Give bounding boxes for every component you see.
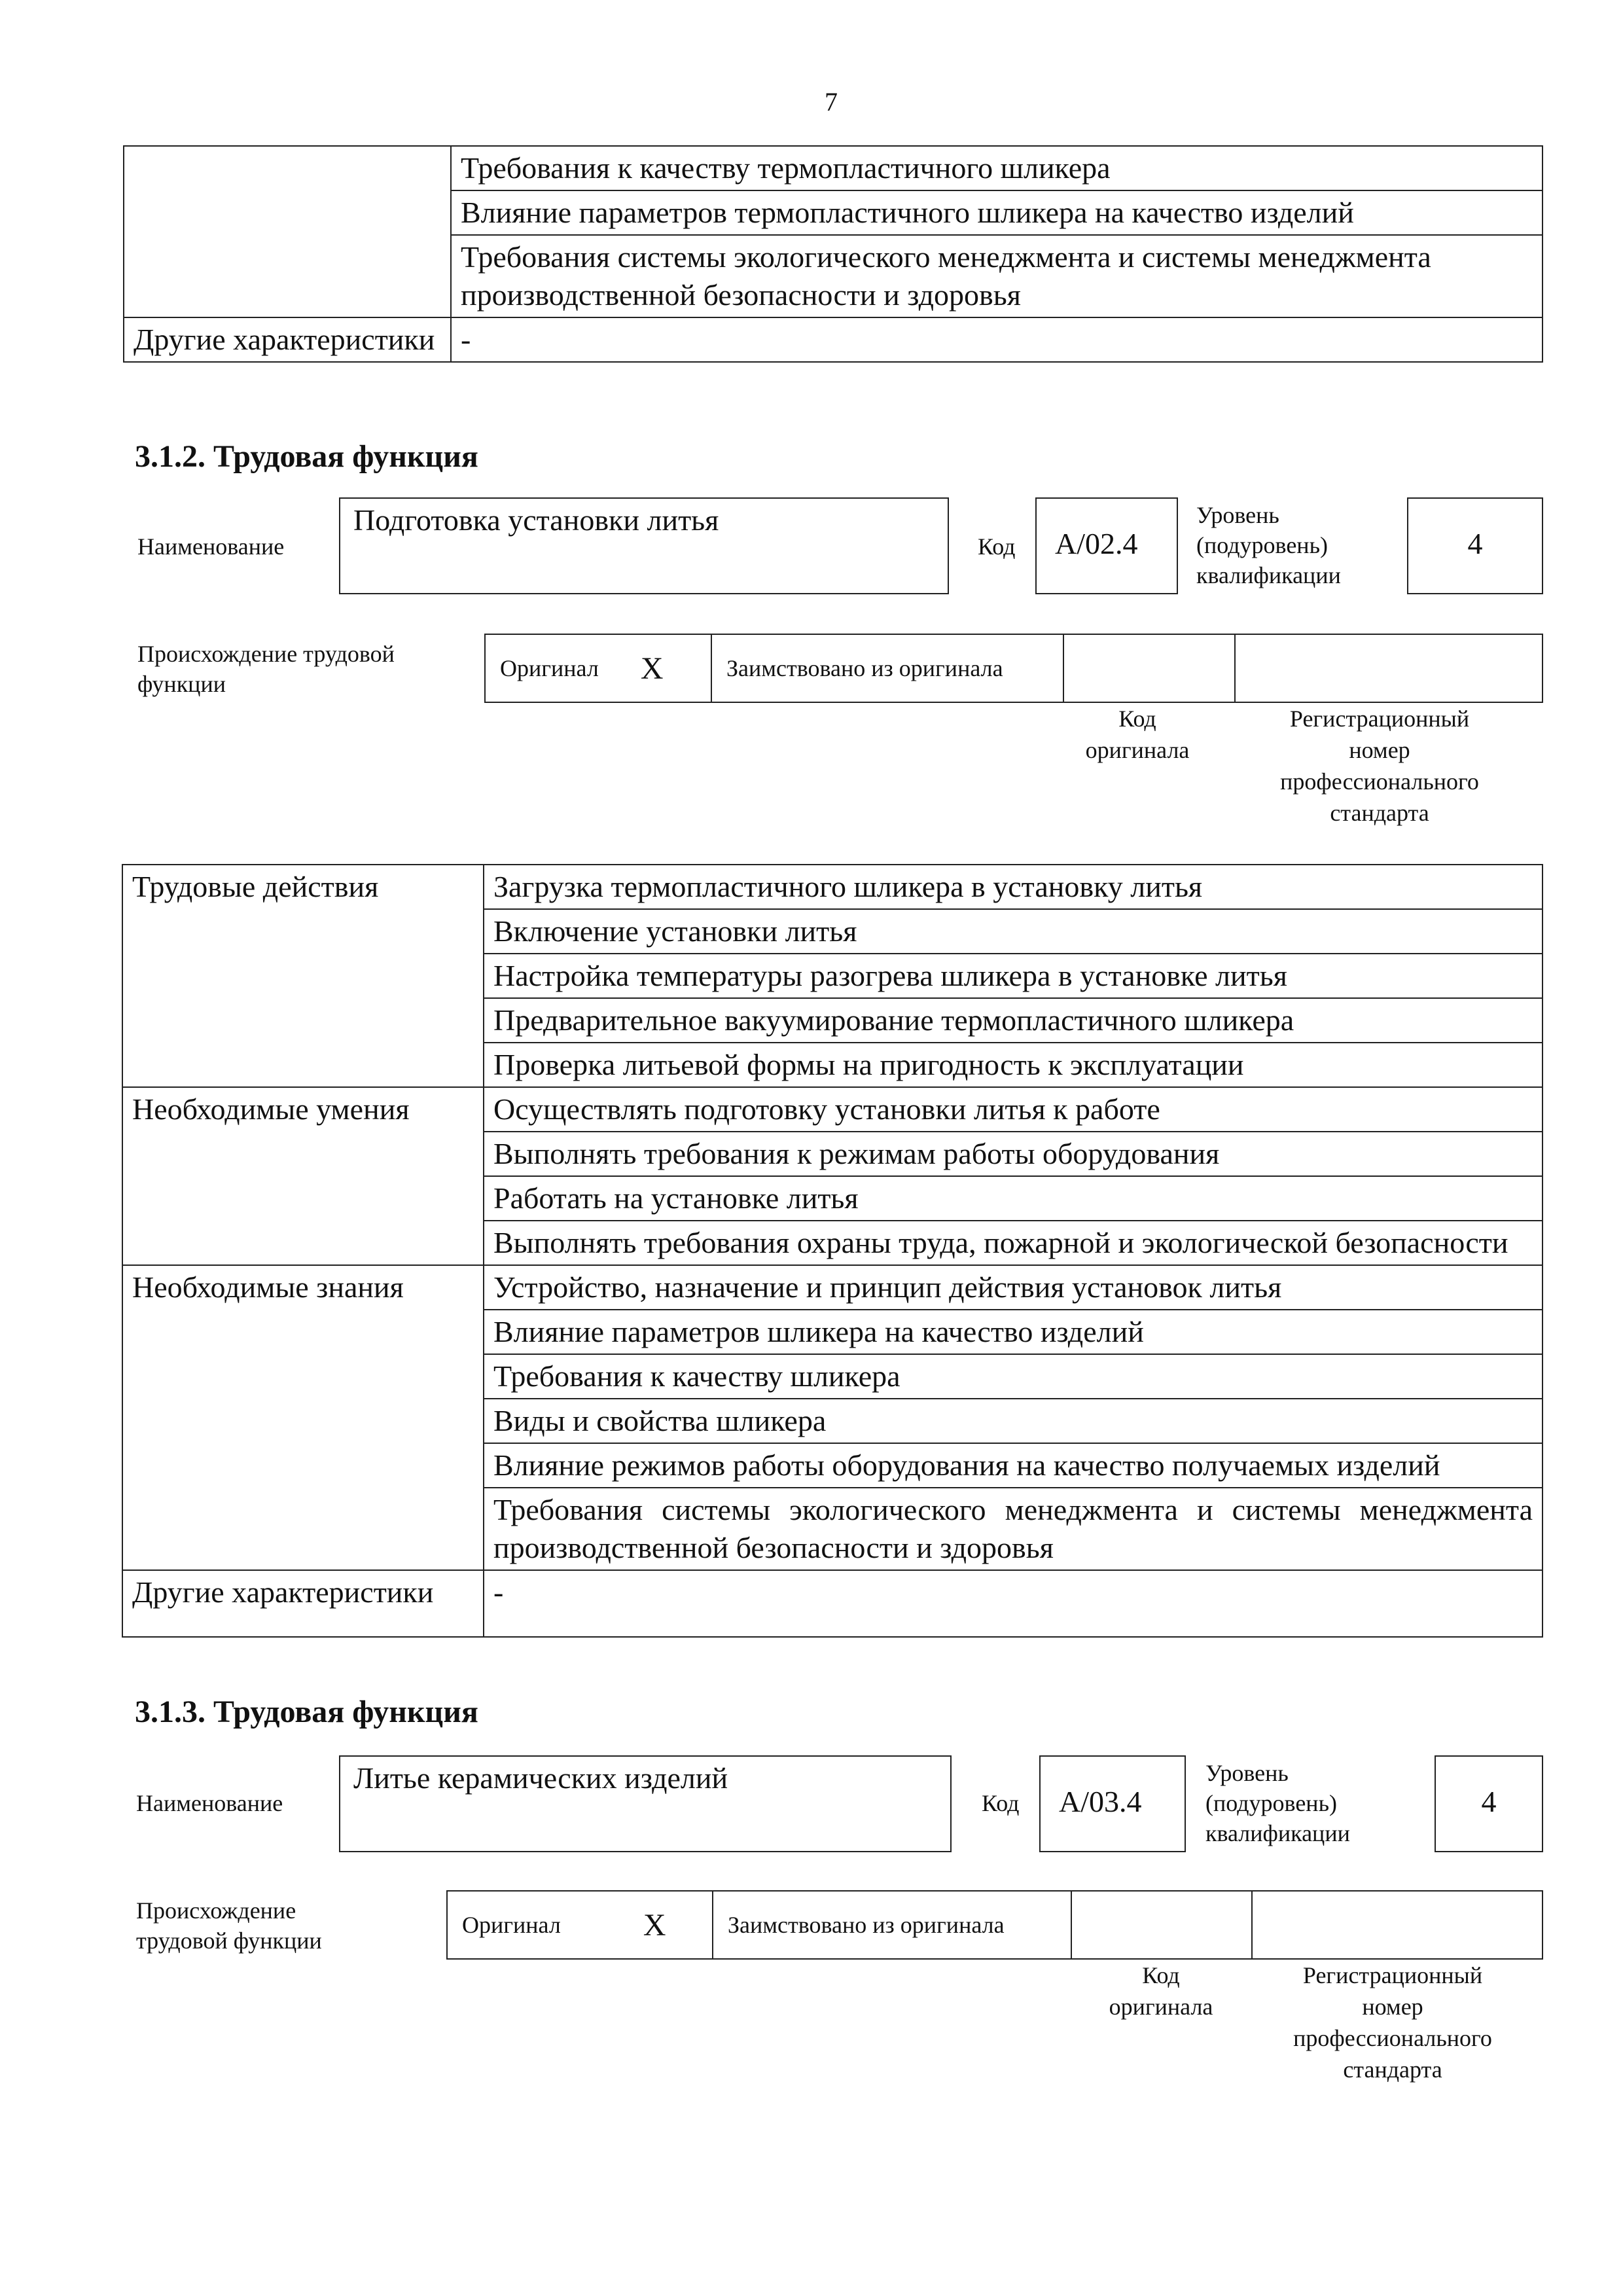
top-table-other-value: - [451,317,1543,362]
top-table [123,145,1543,363]
code-value-box [1035,497,1178,594]
reg-number-cell [1253,1892,1542,1958]
code-value: A/03.4 [1059,1785,1142,1818]
section-heading-2: 3.1.2. Трудовая функция [135,439,478,474]
borrowed-cell [713,1892,1072,1958]
action-item: Включение установки литья [484,909,1543,954]
knowledge-item: Виды и свойства шликера [484,1399,1543,1443]
original-code-cell [1072,1892,1253,1958]
page-number: 7 [825,87,838,117]
skill-item: Работать на установке литья [484,1176,1543,1221]
borrowed-cell [712,635,1064,702]
original-code-cell [1064,635,1236,702]
action-item: Проверка литьевой формы на пригодность к эксплуатации [484,1043,1543,1087]
name-value-box [339,497,949,594]
section-heading-3: 3.1.3. Трудовая функция [135,1695,478,1729]
top-table-row: Требования системы экологического менеджмента и системы менеджмента производственной безопасности и здоровья [451,235,1543,317]
borrowed-label: Заимствовано из оригинала [728,1912,1005,1938]
original-mark: X [640,651,664,686]
action-item: Предварительное вакуумирование термопластичного шликера [484,998,1543,1043]
level-label: Уровень (подуровень) квалификации [1205,1760,1350,1846]
origin-table [446,1890,1543,1960]
original-mark: X [643,1907,666,1943]
level-value-box [1407,497,1543,594]
main-table [122,864,1543,1638]
original-cell [448,1892,713,1958]
knowledge-label: Необходимые знания [122,1265,484,1570]
code-label: Код [982,1790,1020,1816]
code-label: Код [978,533,1016,560]
level-value: 4 [1467,527,1483,560]
level-label: Уровень (подуровень) квалификации [1196,502,1341,588]
origin-table [484,634,1543,703]
action-item: Настройка температуры разогрева шликера в установке литья [484,954,1543,998]
name-value: Подготовка установки литья [353,503,719,537]
level-value: 4 [1481,1785,1497,1818]
name-label: Наименование [136,1790,283,1816]
knowledge-item: Влияние режимов работы оборудования на качество получаемых изделий [484,1443,1543,1488]
skills-label: Необходимые умения [122,1087,484,1265]
origin-label: Происхождение трудовой функции [137,641,395,697]
main-other-value: - [484,1570,1543,1637]
knowledge-item: Устройство, назначение и принцип действия установок литья [484,1265,1543,1310]
knowledge-item: Требования к качеству шликера [484,1354,1543,1399]
top-table-row: Влияние параметров термопластичного шликера на качество изделий [451,190,1543,235]
skill-item: Выполнять требования охраны труда, пожарной и экологической безопасности [484,1221,1543,1265]
caption-reg-number: Регистрационный номер профессионального стандарта [1280,706,1479,826]
caption-original-code: Код оригинала [1085,706,1190,763]
top-table-other-label: Другие характеристики [124,317,451,362]
name-value: Литье керамических изделий [353,1761,728,1795]
borrowed-label: Заимствовано из оригинала [726,655,1003,681]
caption-original-code: Код оригинала [1109,1962,1213,2020]
top-table-empty-label [124,146,451,317]
top-table-row: Требования к качеству термопластичного шликера [451,146,1543,190]
level-value-box [1435,1755,1543,1852]
knowledge-item: Требования системы экологического менеджмента и системы менеджмента производственной безопасности и здоровья [484,1488,1543,1570]
original-label: Оригинал [462,1912,561,1938]
code-value-box [1039,1755,1186,1852]
skill-item: Осуществлять подготовку установки литья к работе [484,1087,1543,1132]
actions-label: Трудовые действия [122,865,484,1087]
main-other-label: Другие характеристики [122,1570,484,1637]
skill-item: Выполнять требования к режимам работы оборудования [484,1132,1543,1176]
caption-reg-number: Регистрационный номер профессионального стандарта [1293,1962,1492,2083]
knowledge-item: Влияние параметров шликера на качество изделий [484,1310,1543,1354]
reg-number-cell [1236,635,1542,702]
origin-label: Происхождение трудовой функции [136,1897,322,1954]
name-value-box [339,1755,952,1852]
name-label: Наименование [137,533,285,560]
original-cell [486,635,712,702]
action-item: Загрузка термопластичного шликера в установку литья [484,865,1543,909]
original-label: Оригинал [500,655,599,681]
code-value: A/02.4 [1055,527,1138,560]
